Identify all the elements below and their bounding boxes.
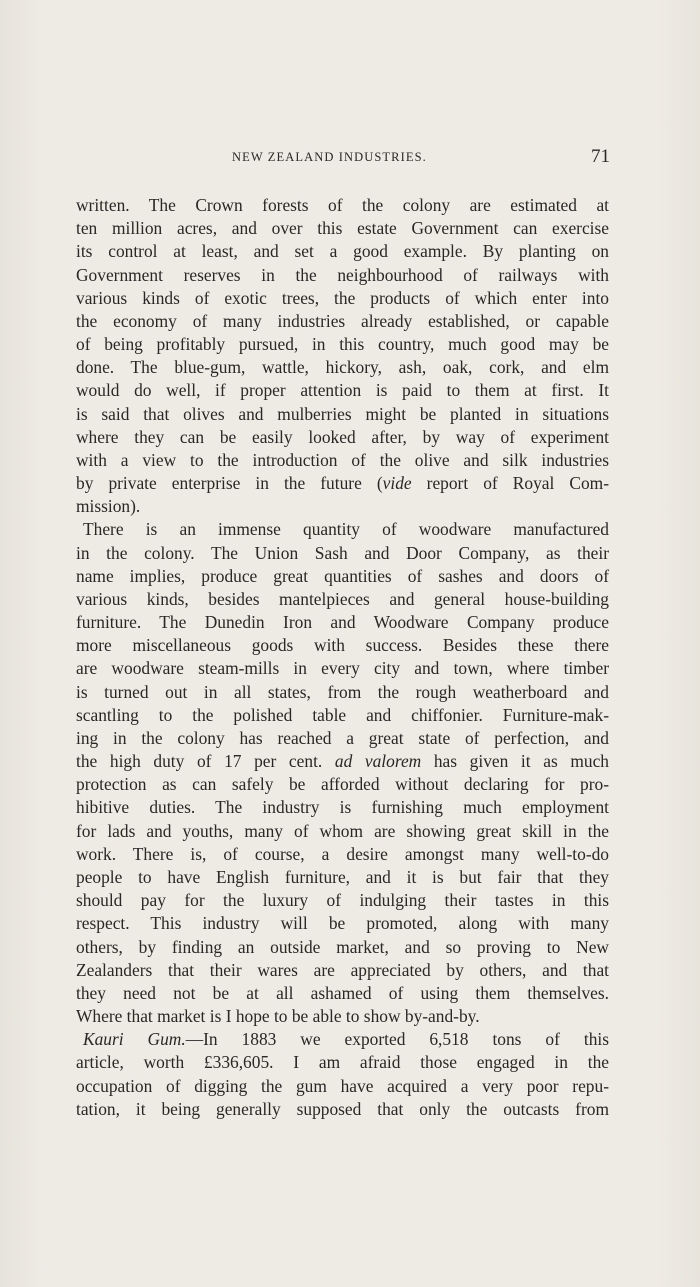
line-text: occupation of digging the gum have acquired a very poor repu- (76, 1075, 609, 1096)
line-text: has given it as much (421, 751, 609, 772)
text-line (76, 1028, 609, 1051)
line-text: would do well, if proper attention is paid to them at first. It (76, 380, 609, 401)
body-text (76, 194, 609, 1121)
line-text: where they can be easily looked after, by way of experiment (76, 426, 609, 447)
line-text: Where that market is I hope to be able to show by-and-by. (76, 1006, 480, 1027)
text-line (76, 518, 609, 541)
line-text: name implies, produce great quantities of sashes and doors of (76, 565, 609, 586)
text-line (76, 403, 609, 426)
line-text: There is an immense quantity of woodware manufactured (83, 519, 609, 540)
text-line (76, 982, 609, 1005)
line-text: more miscellaneous goods with success. Besides these there (76, 635, 609, 656)
line-text: in the colony. The Union Sash and Door Company, as their (76, 542, 609, 563)
text-line (76, 356, 609, 379)
line-text: are woodware steam-mills in every city and town, where timber (76, 658, 609, 679)
line-text: mission). (76, 496, 141, 517)
text-line (76, 912, 609, 935)
text-line (76, 657, 609, 680)
line-text: tation, it being generally supposed that only the outcasts from (76, 1098, 609, 1119)
line-text: ten million acres, and over this estate Government can exercise (76, 218, 609, 239)
text-line (76, 472, 609, 495)
text-line (76, 426, 609, 449)
page-number: 71 (591, 146, 610, 167)
running-head: NEW ZEALAND INDUSTRIES. (232, 150, 427, 164)
italic-text: ad valorem (334, 751, 422, 772)
line-text: done. The blue-gum, wattle, hickory, ash, oak, cork, and elm (76, 357, 609, 378)
line-text: they need not be at all ashamed of using them themselves. (76, 982, 609, 1003)
text-line (76, 704, 609, 727)
text-line (76, 820, 609, 843)
text-line (76, 240, 609, 263)
text-line (76, 796, 609, 819)
text-line (76, 217, 609, 240)
text-line (76, 264, 609, 287)
line-text: various kinds of exotic trees, the products of which enter into (76, 287, 609, 308)
line-text: report of Royal Com- (411, 473, 609, 494)
line-text: furniture. The Dunedin Iron and Woodware Company produce (76, 612, 609, 633)
italic-text: vide (382, 473, 412, 494)
line-text: is said that olives and mulberries might be planted in situations (76, 403, 609, 424)
line-text: scantling to the polished table and chiffonier. Furniture-mak- (76, 704, 609, 725)
line-text: article, worth £336,605. I am afraid those engaged in the (76, 1052, 609, 1073)
page-header (0, 146, 700, 172)
text-line (76, 449, 609, 472)
line-text: work. There is, of course, a desire amongst many well-to-do (76, 843, 609, 864)
line-text: with a view to the introduction of the olive and silk industries (76, 449, 609, 470)
line-text: written. The Crown forests of the colony are estimated at (76, 195, 609, 215)
text-line (76, 843, 609, 866)
text-line (76, 611, 609, 634)
line-text: its control at least, and set a good example. By planting on (76, 241, 609, 262)
italic-text: Kauri Gum. (83, 1029, 186, 1050)
text-line (76, 1075, 609, 1098)
line-text: Government reserves in the neighbourhood of railways with (76, 264, 609, 285)
text-line (76, 634, 609, 657)
text-line (76, 1098, 609, 1121)
line-text: protection as can safely be afforded without declaring for pro- (76, 774, 609, 795)
text-line (76, 681, 609, 704)
text-line (76, 936, 609, 959)
text-line (76, 889, 609, 912)
line-text: Zealanders that their wares are appreciated by others, and that (76, 959, 609, 980)
line-text: ing in the colony has reached a great state of perfection, and (76, 727, 609, 748)
line-text: the high duty of 17 per cent. (76, 751, 335, 772)
line-text: respect. This industry will be promoted, along with many (76, 913, 609, 934)
line-text: —In 1883 we exported 6,518 tons of this (185, 1029, 609, 1050)
line-text: by private enterprise in the future ( (76, 473, 383, 494)
text-line (76, 194, 609, 217)
text-line (76, 773, 609, 796)
text-line (76, 287, 609, 310)
line-text: should pay for the luxury of indulging their tastes in this (76, 890, 609, 911)
line-text: hibitive duties. The industry is furnishing much employment (76, 797, 609, 818)
line-text: others, by finding an outside market, and so proving to New (76, 936, 609, 957)
text-line (76, 750, 609, 773)
text-line (76, 866, 609, 889)
line-text: for lads and youths, many of whom are showing great skill in the (76, 820, 609, 841)
text-line (76, 565, 609, 588)
line-text: various kinds, besides mantelpieces and general house-building (76, 588, 609, 609)
line-text: of being profitably pursued, in this country, much good may be (76, 334, 609, 355)
text-line (76, 959, 609, 982)
text-line (76, 310, 609, 333)
text-line (76, 495, 609, 518)
text-line (76, 588, 609, 611)
line-text: the economy of many industries already established, or capable (76, 310, 609, 331)
text-line (76, 1005, 609, 1028)
text-line (76, 333, 609, 356)
text-line (76, 727, 609, 750)
text-line (76, 542, 609, 565)
text-line (76, 379, 609, 402)
line-text: people to have English furniture, and it is but fair that they (76, 866, 609, 887)
line-text: is turned out in all states, from the rough weatherboard and (76, 681, 609, 702)
text-line (76, 1051, 609, 1074)
